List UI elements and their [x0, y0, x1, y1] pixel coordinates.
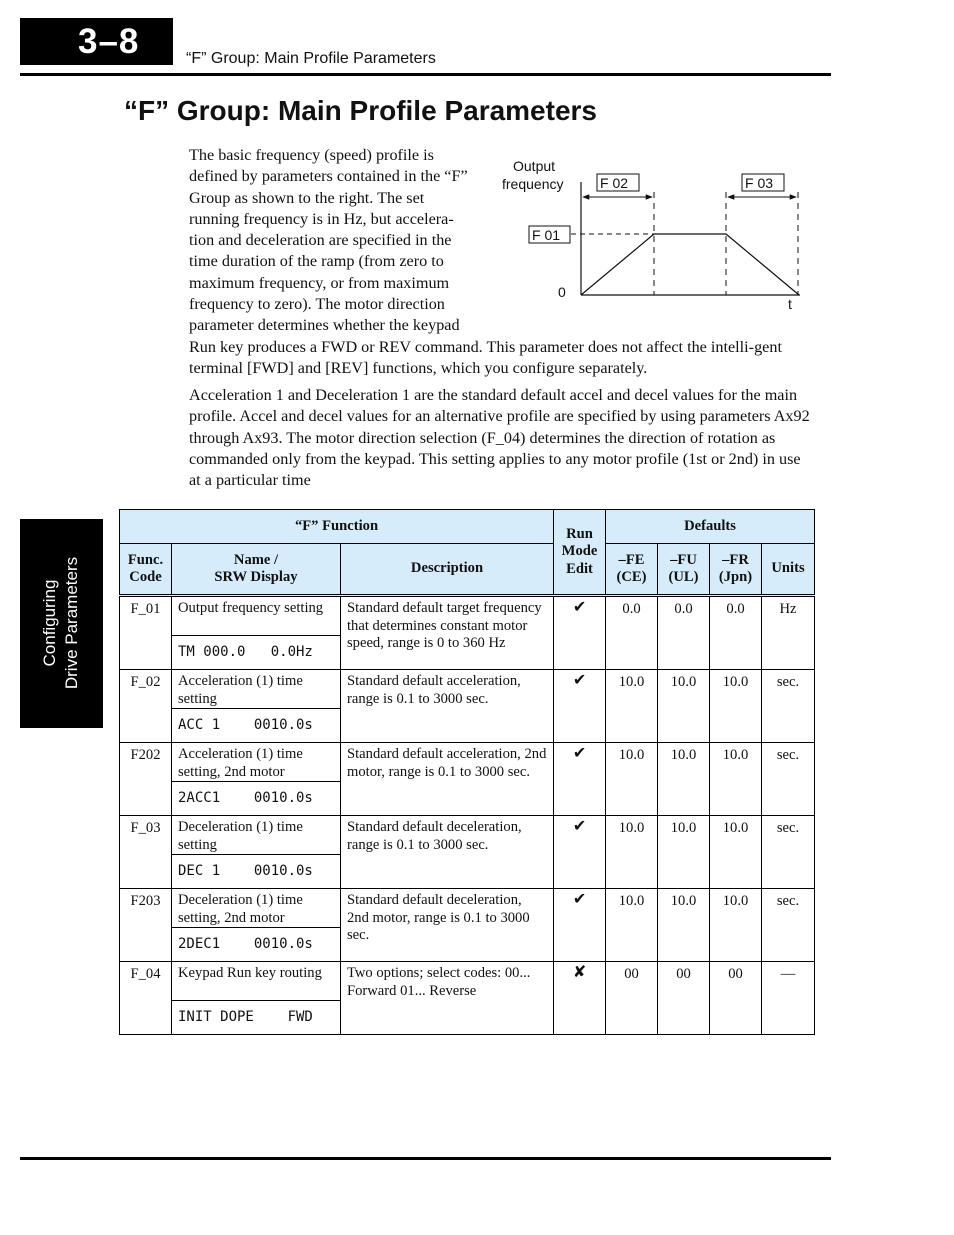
name-cell — [172, 889, 341, 962]
func-code-header: Func. Code — [120, 544, 172, 596]
intro-line: frequency to zero). The motor direction — [189, 295, 445, 314]
run-mode-edit-check-icon: ✔ — [554, 889, 606, 962]
default-fr: 10.0 — [710, 743, 762, 816]
graph-ylabel-2: frequency — [502, 176, 564, 192]
intro-wrapped-lines — [189, 145, 489, 337]
default-fe: 10.0 — [606, 670, 658, 743]
default-fe: 0.0 — [606, 596, 658, 670]
name-cell — [172, 743, 341, 816]
run-mode-edit-check-icon: ✔ — [554, 743, 606, 816]
side-chapter-label — [39, 557, 83, 689]
units: sec. — [762, 889, 815, 962]
graph-zero-label: 0 — [558, 284, 566, 300]
description: Standard default target frequency that determines constant motor speed, range is 0 to 360 Hz — [341, 596, 554, 670]
intro-line: The basic frequency (speed) profile is — [189, 146, 434, 164]
default-fe: 10.0 — [606, 889, 658, 962]
default-fr: 10.0 — [710, 670, 762, 743]
description: Two options; select codes: 00... Forward 01... Reverse — [341, 962, 554, 1035]
accel-decel-paragraph: Acceleration 1 and Deceleration 1 are the standard default accel and decel values for the main profile. Accel and decel values for an alternative profile are specified by using parameters Ax92 through Ax93. The motor direction selection (F_04) determines the direction of rotation as commanded only from the keypad. This setting applies to any motor profile (1st or 2nd) in use at a particular time — [189, 386, 810, 490]
table-row — [120, 962, 815, 1035]
intro-line: running frequency is in Hz, but accelera- — [189, 209, 454, 228]
description: Standard default deceleration, range is 0.1 to 3000 sec. — [341, 816, 554, 889]
profile-curve — [581, 234, 799, 295]
param-name: Output frequency setting — [178, 600, 324, 616]
srw-display: 2DEC1 0010.0s — [172, 927, 340, 961]
func-code: F_01 — [120, 596, 172, 670]
srw-display: ACC 1 0010.0s — [172, 708, 340, 742]
fe-ce-header: –FE (CE) — [606, 544, 658, 596]
units: — — [762, 962, 815, 1035]
param-name: Acceleration (1) time setting, 2nd motor — [178, 746, 303, 780]
default-fe: 10.0 — [606, 816, 658, 889]
func-code: F_02 — [120, 670, 172, 743]
defaults-header: Defaults — [606, 510, 815, 544]
srw-display: TM 000.0 0.0Hz — [172, 635, 340, 669]
param-name: Deceleration (1) time setting, 2nd motor — [178, 892, 303, 926]
default-fu: 10.0 — [658, 889, 710, 962]
table-row — [120, 889, 815, 962]
default-fu: 0.0 — [658, 596, 710, 670]
func-code: F_03 — [120, 816, 172, 889]
f03-label: F 03 — [745, 175, 774, 191]
f01-label: F 01 — [532, 227, 561, 243]
table-row — [120, 743, 815, 816]
run-mode-edit-cross-icon: ✘ — [554, 962, 606, 1035]
name-header-line-2: SRW Display — [214, 569, 298, 585]
fu-ul-header: –FU (UL) — [658, 544, 710, 596]
default-fe: 10.0 — [606, 743, 658, 816]
description: Standard default deceleration, 2nd motor, range is 0.1 to 3000 sec. — [341, 889, 554, 962]
description-header: Description — [341, 544, 554, 596]
table-row — [120, 816, 815, 889]
name-srw-header — [172, 544, 341, 596]
run-mode-edit-check-icon: ✔ — [554, 816, 606, 889]
fr-jpn-header: –FR (Jpn) — [710, 544, 762, 596]
section-title: “F” Group: Main Profile Parameters — [124, 95, 597, 126]
default-fu: 10.0 — [658, 670, 710, 743]
description: Standard default acceleration, 2nd motor, range is 0.1 to 3000 sec. — [341, 743, 554, 816]
intro-line: defined by parameters contained in the “F” — [189, 167, 468, 186]
units-header: Units — [762, 544, 815, 596]
intro-line: maximum frequency, or from maximum — [189, 273, 450, 292]
description: Standard default acceleration, range is 0.1 to 3000 sec. — [341, 670, 554, 743]
param-name: Deceleration (1) time setting — [178, 819, 303, 853]
func-code: F202 — [120, 743, 172, 816]
table-row — [120, 596, 815, 670]
intro-tail-text: Run key produces a FWD or REV command. This parameter does not affect the intelli-gent terminal [FWD] and [REV] functions, which you configure separately. — [189, 338, 782, 378]
footer-rule — [20, 1157, 831, 1160]
default-fr: 10.0 — [710, 889, 762, 962]
default-fu: 00 — [658, 962, 710, 1035]
name-header-line-1: Name / — [233, 551, 279, 568]
page-number-tab: 3–8 — [20, 18, 173, 65]
srw-display: INIT DOPE FWD — [172, 1000, 340, 1034]
default-fu: 10.0 — [658, 743, 710, 816]
f-function-header: “F” Function — [120, 510, 554, 544]
param-name: Acceleration (1) time setting — [178, 673, 303, 707]
default-fr: 10.0 — [710, 816, 762, 889]
func-code: F_04 — [120, 962, 172, 1035]
units: sec. — [762, 670, 815, 743]
run-mode-edit-check-icon: ✔ — [554, 596, 606, 670]
intro-line: Group as shown to the right. The set — [189, 188, 425, 207]
intro-line: parameter determines whether the keypad — [189, 316, 460, 335]
side-tab-line-1: Configuring — [40, 579, 59, 667]
srw-display: DEC 1 0010.0s — [172, 854, 340, 888]
default-fe: 00 — [606, 962, 658, 1035]
srw-display: 2ACC1 0010.0s — [172, 781, 340, 815]
header-rule — [20, 73, 831, 76]
name-cell — [172, 596, 341, 670]
running-header: “F” Group: Main Profile Parameters — [186, 50, 436, 67]
graph-time-label: t — [788, 296, 792, 312]
param-name: Keypad Run key routing — [178, 965, 322, 981]
default-fr: 00 — [710, 962, 762, 1035]
default-fu: 10.0 — [658, 816, 710, 889]
units: Hz — [762, 596, 815, 670]
name-cell — [172, 962, 341, 1035]
units: sec. — [762, 743, 815, 816]
f02-label: F 02 — [600, 175, 629, 191]
f-group-parameter-table — [119, 509, 815, 1035]
name-cell — [172, 816, 341, 889]
name-cell — [172, 670, 341, 743]
frequency-profile-diagram — [488, 152, 818, 322]
func-code: F203 — [120, 889, 172, 962]
run-mode-edit-check-icon: ✔ — [554, 670, 606, 743]
default-fr: 0.0 — [710, 596, 762, 670]
intro-line: time duration of the ramp (from zero to — [189, 252, 444, 271]
graph-ylabel-1: Output — [513, 158, 556, 174]
units: sec. — [762, 816, 815, 889]
table-row — [120, 670, 815, 743]
intro-line: tion and deceleration are specified in the — [189, 231, 452, 250]
side-tab-line-2: Drive Parameters — [62, 556, 81, 690]
run-mode-edit-header: Run Mode Edit — [554, 510, 606, 596]
